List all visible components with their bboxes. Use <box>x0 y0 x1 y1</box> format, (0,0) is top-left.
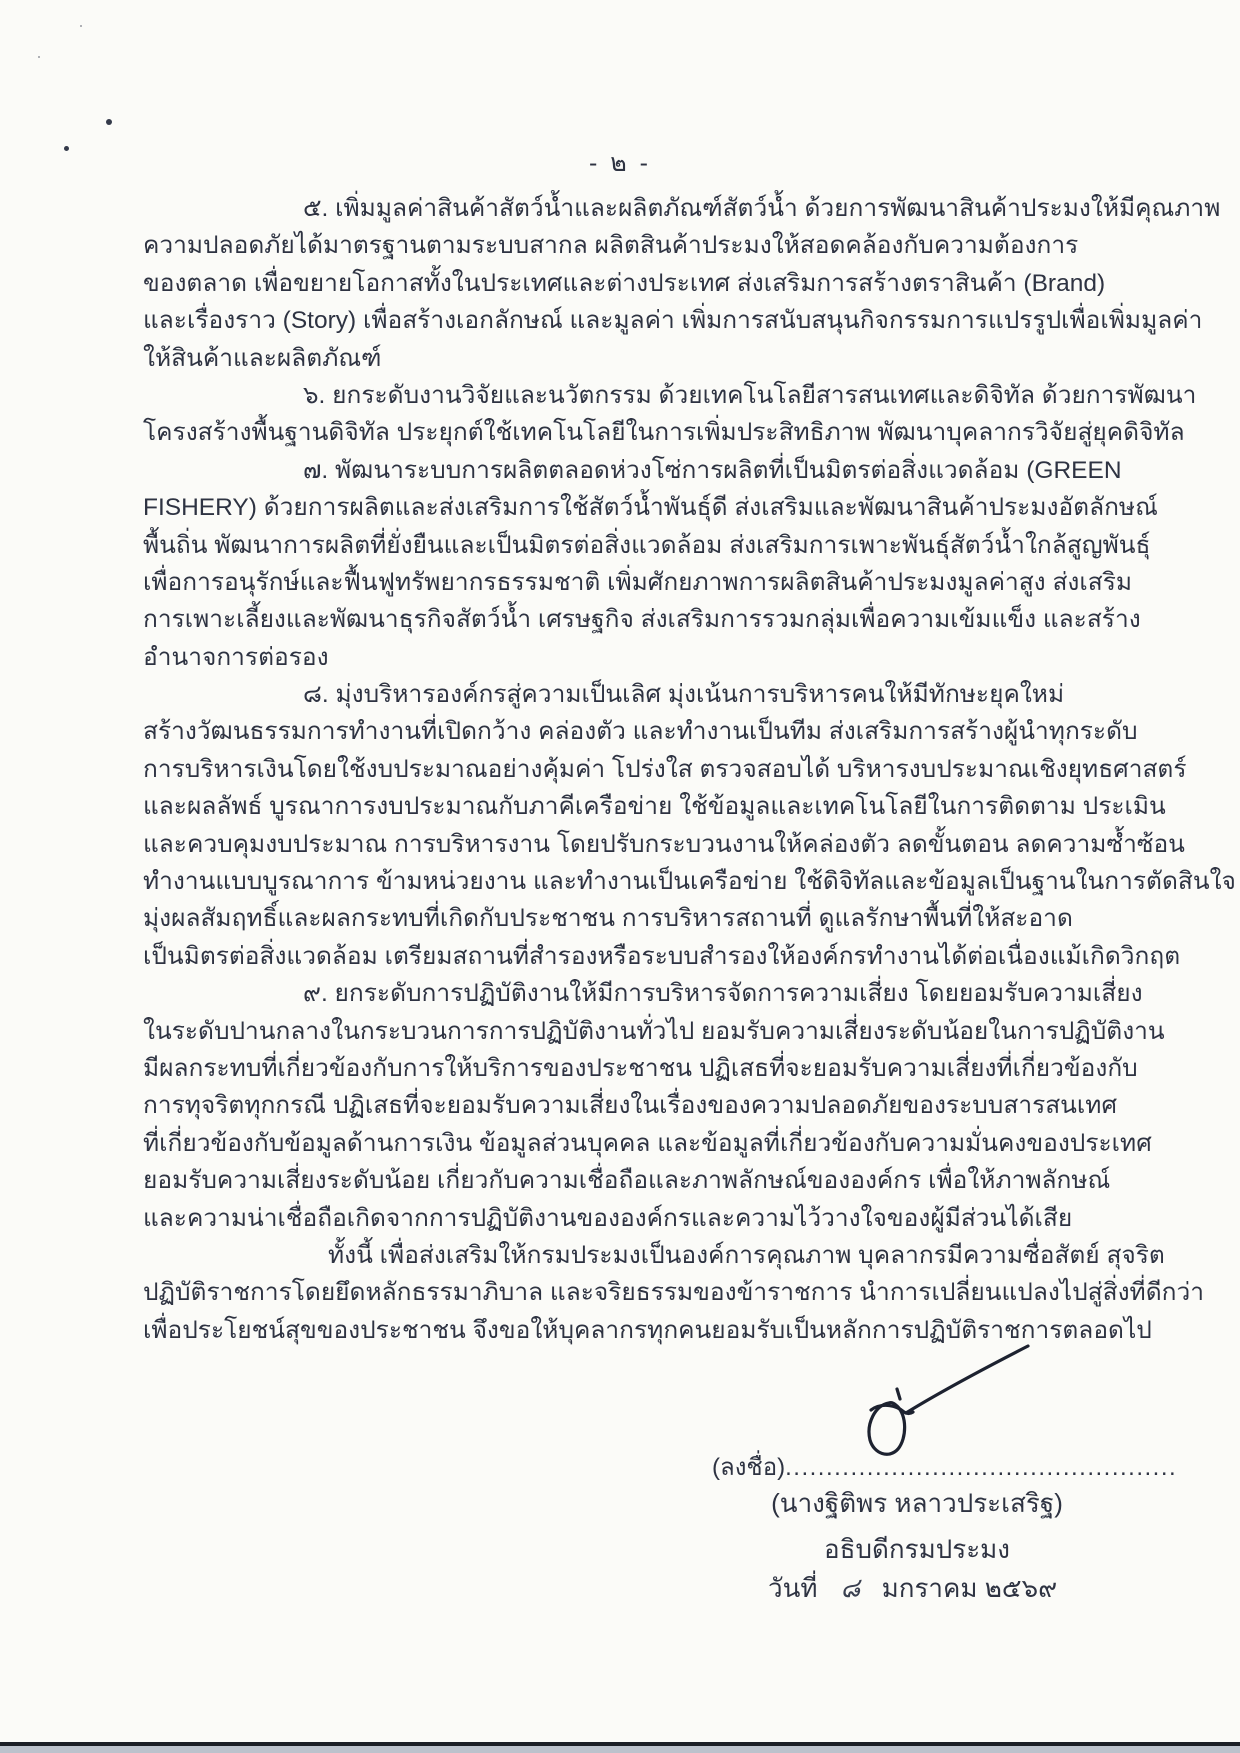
body-line: ของตลาด เพื่อขยายโอกาสทั้งในประเทศและต่างประเทศ ส่งเสริมการสร้างตราสินค้า (Brand) <box>143 269 1106 297</box>
ink-speck <box>38 56 40 58</box>
body-line: มีผลกระทบที่เกี่ยวข้องกับการให้บริการของประชาชน ปฏิเสธที่จะยอมรับความเสี่ยงที่เกี่ยวข้องกับ <box>143 1054 1138 1082</box>
body-line: ปฏิบัติราชการโดยยึดหลักธรรมาภิบาล และจริยธรรมของข้าราชการ นำการเปลี่ยนแปลงไปสู่สิ่งที่ดีกว่า <box>143 1279 1204 1307</box>
body-line: ๙. ยกระดับการปฏิบัติงานให้มีการบริหารจัดการความเสี่ยง โดยยอมรับความเสี่ยง <box>303 980 1143 1008</box>
body-line: ที่เกี่ยวข้องกับข้อมูลด้านการเงิน ข้อมูลส่วนบุคคล และข้อมูลที่เกี่ยวข้องกับความมั่นคงของประเทศ <box>143 1129 1152 1157</box>
body-line: อำนาจการต่อรอง <box>143 643 329 671</box>
ink-speck <box>80 25 82 27</box>
body-line: ๗. พัฒนาระบบการผลิตตลอดห่วงโซ่การผลิตที่เป็นมิตรต่อสิ่งแวดล้อม (GREEN <box>303 456 1122 484</box>
body-line: การเพาะเลี้ยงและพัฒนาธุรกิจสัตว์น้ำ เศรษฐกิจ ส่งเสริมการรวมกลุ่มเพื่อความเข้มแข็ง และสร้าง <box>143 606 1141 634</box>
body-line: ให้สินค้าและผลิตภัณฑ์ <box>143 344 382 372</box>
date-prefix: วันที่ <box>768 1573 818 1603</box>
body-line: ในระดับปานกลางในกระบวนการการปฏิบัติงานทั่วไป ยอมรับความเสี่ยงระดับน้อยในการปฏิบัติงาน <box>143 1017 1165 1045</box>
signatory-title: อธิบดีกรมประมง <box>824 1534 1010 1564</box>
scan-background-strip <box>0 1746 1240 1753</box>
signature-dotted-leader: ................................................ <box>785 1454 1178 1481</box>
signature-line <box>712 1447 1177 1486</box>
body-line: การทุจริตทุกกรณี ปฏิเสธที่จะยอมรับความเสี่ยงในเรื่องของความปลอดภัยของระบบสารสนเทศ <box>143 1092 1118 1120</box>
signatory-name: (นางฐิติพร หลาวประเสริฐ) <box>771 1488 1063 1518</box>
body-line: FISHERY) ด้วยการผลิตและส่งเสริมการใช้สัตว์น้ำพันธุ์ดี ส่งเสริมและพัฒนาสินค้าประมงอัตลักษณ์ <box>143 494 1158 522</box>
body-line: ทำงานแบบบูรณาการ ข้ามหน่วยงาน และทำงานเป็นเครือข่าย ใช้ดิจิทัลและข้อมูลเป็นฐานในการตัดสินใจ <box>143 868 1236 896</box>
body-line: ๘. มุ่งบริหารองค์กรสู่ความเป็นเลิศ มุ่งเน้นการบริหารคนให้มีทักษะยุคใหม่ <box>303 681 1065 709</box>
document-body <box>143 190 1236 1349</box>
body-line: การบริหารเงินโดยใช้งบประมาณอย่างคุ้มค่า โปร่งใส ตรวจสอบได้ บริหารงบประมาณเชิงยุทธศาสตร์ <box>143 755 1187 783</box>
body-line: เพื่อการอนุรักษ์และฟื้นฟูทรัพยากรธรรมชาติ เพิ่มศักยภาพการผลิตสินค้าประมงมูลค่าสูง ส่งเสริม <box>143 568 1133 596</box>
body-line: และความน่าเชื่อถือเกิดจากการปฏิบัติงานขององค์กรและความไว้วางใจของผู้มีส่วนได้เสีย <box>143 1204 1073 1232</box>
handwritten-day: ๘ <box>837 1572 862 1604</box>
body-line: สร้างวัฒนธรรมการทำงานที่เปิดกว้าง คล่องตัว และทำงานเป็นทีม ส่งเสริมการสร้างผู้นำทุกระดับ <box>143 718 1138 746</box>
body-line: และควบคุมงบประมาณ การบริหารงาน โดยปรับกระบวนงานให้คล่องตัว ลดขั้นตอน ลดความซ้ำซ้อน <box>143 830 1185 858</box>
page-number: - ๒ - <box>588 149 652 177</box>
body-line: โครงสร้างพื้นฐานดิจิทัล ประยุกต์ใช้เทคโนโลยีในการเพิ่มประสิทธิภาพ พัฒนาบุคลากรวิจัยสู่ยุคดิจิทัล <box>143 419 1185 447</box>
body-line: ความปลอดภัยได้มาตรฐานตามระบบสากล ผลิตสินค้าประมงให้สอดคล้องกับความต้องการ <box>143 232 1079 260</box>
ink-speck <box>64 146 69 151</box>
body-line: มุ่งผลสัมฤทธิ์และผลกระทบที่เกิดกับประชาชน การบริหารสถานที่ ดูแลรักษาพื้นที่ให้สะอาด <box>143 905 1073 933</box>
body-line: พื้นถิ่น พัฒนาการผลิตที่ยั่งยืนและเป็นมิตรต่อสิ่งแวดล้อม ส่งเสริมการเพาะพันธุ์สัตว์น้ำใกล้สูญพันธุ์ <box>143 531 1151 559</box>
signature-date <box>768 1568 1057 1609</box>
body-line: และเรื่องราว (Story) เพื่อสร้างเอกลักษณ์ และมูลค่า เพิ่มการสนับสนุนกิจกรรมการแปรรูปเพื่อเพิ่มมูลค่า <box>143 307 1203 335</box>
body-line: ๖. ยกระดับงานวิจัยและนวัตกรรม ด้วยเทคโนโลยีสารสนเทศและดิจิทัล ด้วยการพัฒนา <box>303 381 1197 409</box>
date-suffix: มกราคม ๒๕๖๙ <box>881 1573 1058 1603</box>
body-line: เพื่อประโยชน์สุขของประชาชน จึงขอให้บุคลากรทุกคนยอมรับเป็นหลักการปฏิบัติราชการตลอดไป <box>143 1316 1152 1344</box>
sign-label: (ลงชื่อ) <box>712 1454 786 1481</box>
body-line: ยอมรับความเสี่ยงระดับน้อย เกี่ยวกับความเชื่อถือและภาพลักษณ์ขององค์กร เพื่อให้ภาพลักษณ์ <box>143 1167 1111 1195</box>
body-line: เป็นมิตรต่อสิ่งแวดล้อม เตรียมสถานที่สำรองหรือระบบสำรองให้องค์กรทำงานได้ต่อเนื่องแม้เกิดวิกฤต <box>143 942 1181 970</box>
body-line: ๕. เพิ่มมูลค่าสินค้าสัตว์น้ำและผลิตภัณฑ์สัตว์น้ำ ด้วยการพัฒนาสินค้าประมงให้มีคุณภาพ <box>303 195 1221 222</box>
body-line: และผลลัพธ์ บูรณาการงบประมาณกับภาคีเครือข่าย ใช้ข้อมูลและเทคโนโลยีในการติดตาม ประเมิน <box>143 793 1166 821</box>
body-line: ทั้งนี้ เพื่อส่งเสริมให้กรมประมงเป็นองค์การคุณภาพ บุคลากรมีความซื่อสัตย์ สุจริต <box>328 1241 1165 1269</box>
ink-speck <box>106 119 112 125</box>
